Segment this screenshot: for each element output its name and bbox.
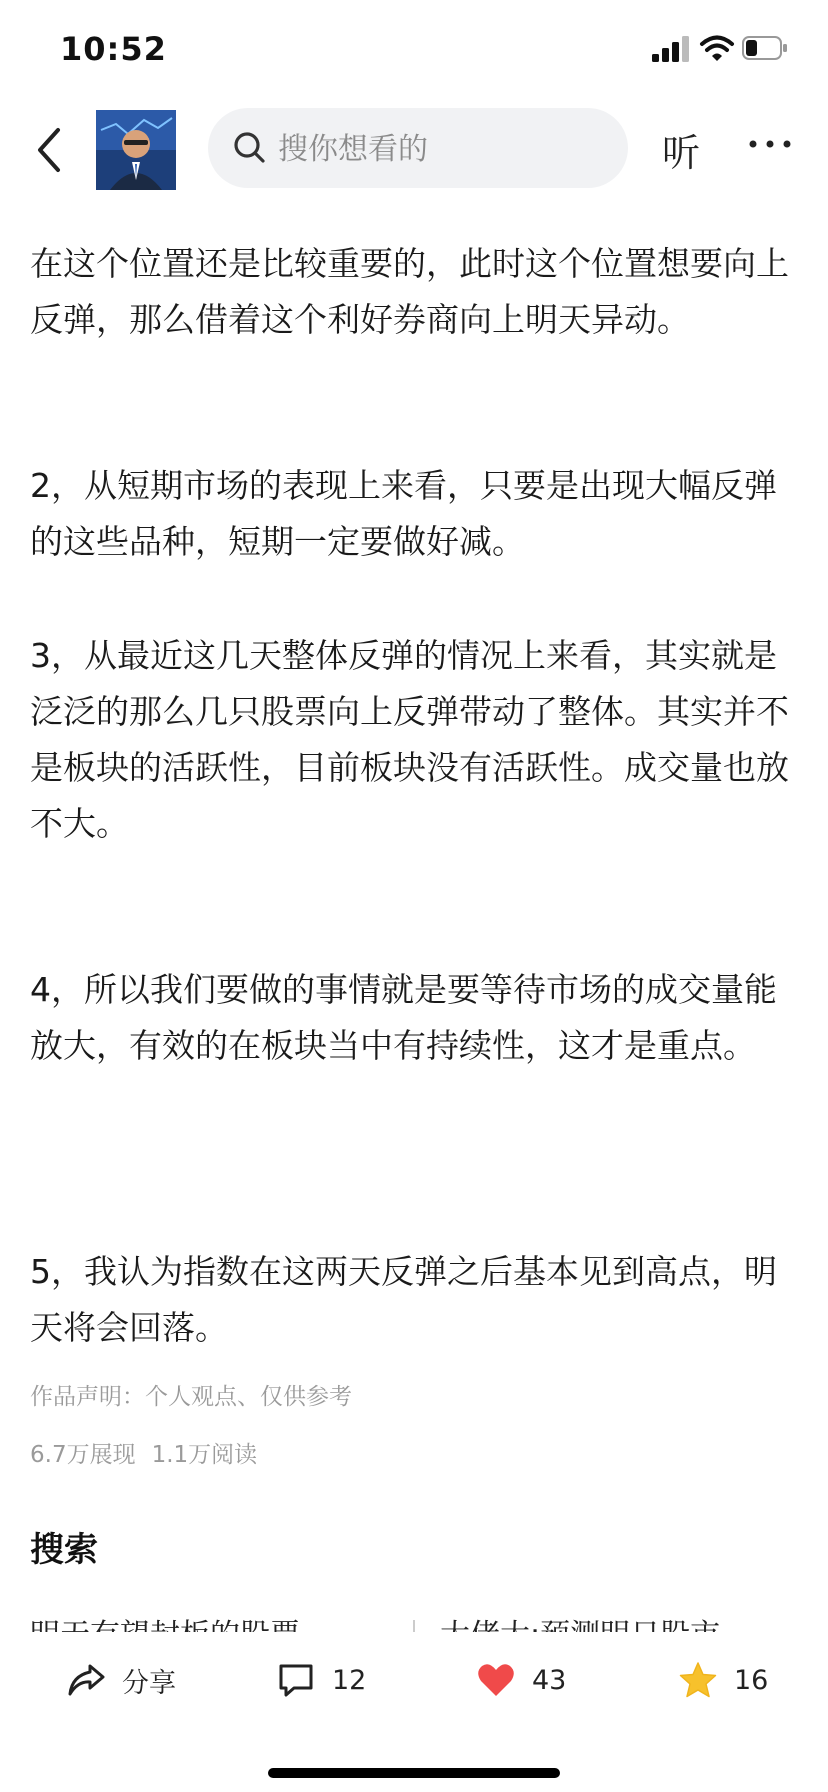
read-count: 1.1万阅读: [151, 1442, 258, 1468]
back-button[interactable]: [30, 122, 70, 178]
search-bar[interactable]: [208, 108, 628, 188]
stats: [30, 1436, 273, 1469]
status-time: 10:52: [60, 30, 167, 68]
favorite-button[interactable]: [678, 1656, 768, 1704]
battery-icon: [742, 36, 788, 60]
search-section-title: 搜索: [30, 1530, 98, 1570]
share-icon: [66, 1660, 106, 1700]
comment-icon: [276, 1660, 316, 1700]
star-icon: [678, 1660, 718, 1700]
article-paragraph: 4，所以我们要做的事情就是要等待市场的成交量能放大，有效的在板块当中有持续性，这才是重点。: [30, 970, 777, 1065]
share-button[interactable]: [66, 1656, 176, 1704]
related-searches: [30, 1606, 800, 1632]
article-paragraph: 3，从最近这几天整体反弹的情况上来看，其实就是泛泛的那么几只股票向上反弹带动了整体。其实并不是板块的活跃性，目前板块没有活跃性。成交量也放不大。: [30, 636, 789, 843]
bottom-action-bar: [0, 1632, 828, 1792]
comment-button[interactable]: [276, 1656, 366, 1704]
wifi-icon: [700, 34, 734, 62]
author-avatar[interactable]: [96, 110, 176, 190]
like-button[interactable]: [476, 1656, 566, 1704]
listen-button[interactable]: 听: [662, 131, 701, 175]
like-count: 43: [532, 1664, 567, 1696]
view-count: 6.7万展现: [30, 1442, 136, 1468]
favorite-count: 16: [734, 1664, 769, 1696]
article-paragraph: 2，从短期市场的表现上来看，只要是出现大幅反弹的这些品种，短期一定要做好减。: [30, 466, 777, 561]
home-indicator: [268, 1768, 560, 1778]
more-options-icon[interactable]: [748, 132, 792, 156]
disclaimer: 作品声明：个人观点、仅供参考: [30, 1384, 352, 1410]
cellular-signal-icon: [652, 36, 692, 62]
article-paragraph: 在这个位置还是比较重要的，此时这个位置想要向上反弹，那么借着这个利好券商向上明天异动。: [30, 244, 789, 339]
article-paragraph: 5，我认为指数在这两天反弹之后基本见到高点，明天将会回落。: [30, 1252, 777, 1347]
search-input[interactable]: [276, 122, 610, 176]
heart-icon: [476, 1660, 516, 1700]
search-icon: [232, 130, 268, 166]
comment-count: 12: [332, 1664, 367, 1696]
nav-bar: [0, 100, 828, 200]
share-label: 分享: [122, 1667, 176, 1699]
avatar-image: [96, 110, 176, 190]
status-bar: [0, 0, 828, 100]
